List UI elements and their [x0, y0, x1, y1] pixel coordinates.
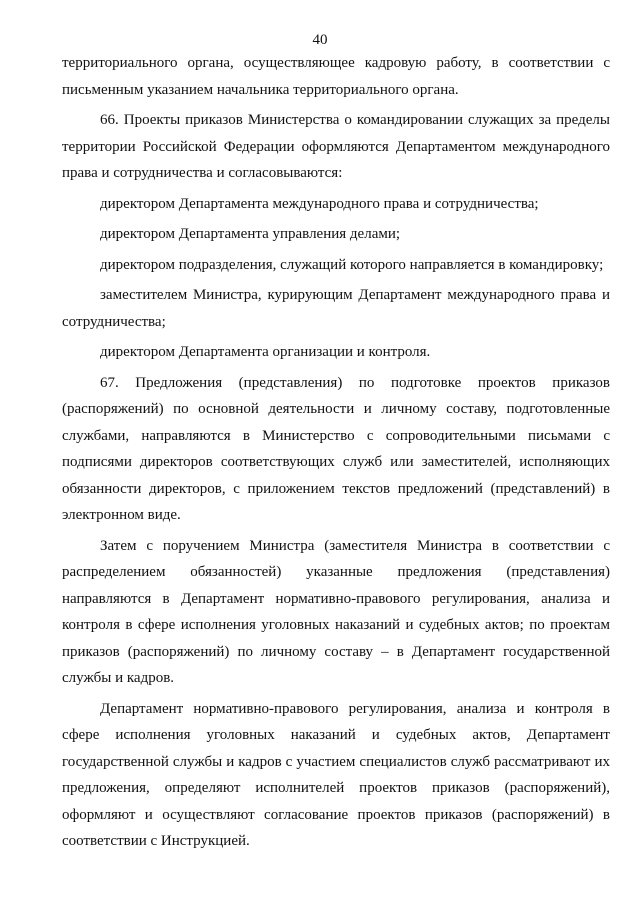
list-item-approver: директором Департамента управления делами; [100, 226, 401, 242]
list-item-approver: директором подразделения, служащий которого направляется в командировку; [100, 256, 604, 273]
paragraph-66: 66. Проекты приказов Министерства о командировании служащих за пределы территории Российской Федерации оформляются Департаментом международного права и сотрудничества и согласовываются: [62, 112, 610, 181]
paragraph-continuation: территориального органа, осуществляющее кадровую работу, в соответствии с письменным указанием начальника территориального органа. [62, 55, 610, 98]
list-item-approver: директором Департамента международного права и сотрудничества; [100, 195, 539, 212]
list-item-approver: заместителем Министра, курирующим Департамент международного права и сотрудничества; [62, 287, 610, 330]
paragraph-body: Затем с поручением Министра (заместителя Министра в соответствии с распределением обязанностей) указанные предложения (представления) направляются в Департамент нормативно-правового регулирования, анализа и контроля в сфере исполнения уголовных наказаний и судебных актов; по проектам приказов (распоряжений) по личному составу – в Департамент государственной службы и кадров. [62, 537, 610, 686]
list-item-approver: директором Департамента организации и контроля. [100, 344, 431, 360]
document-body [62, 50, 610, 855]
page-number: 40 [312, 32, 328, 48]
paragraph-67: 67. Предложения (представления) по подготовке проектов приказов (распоряжений) по основной деятельности и личному составу, подготовленные службами, направляются в Министерство с сопроводительными письмами с подписями директоров соответствующих служб или заместителей, исполняющих обязанности директоров, с приложением текстов предложений (представлений) в электронном виде. [62, 374, 610, 523]
paragraph-body: Департамент нормативно-правового регулирования, анализа и контроля в сфере исполнения уголовных наказаний и судебных актов, Департамент государственной службы и кадров с участием специалистов служб рассматривают их предложения, определяют исполнителей проектов приказов (распоряжений), оформляют и осуществляют согласование проектов приказов (распоряжений) в соответствии с Инструкцией. [62, 700, 610, 849]
